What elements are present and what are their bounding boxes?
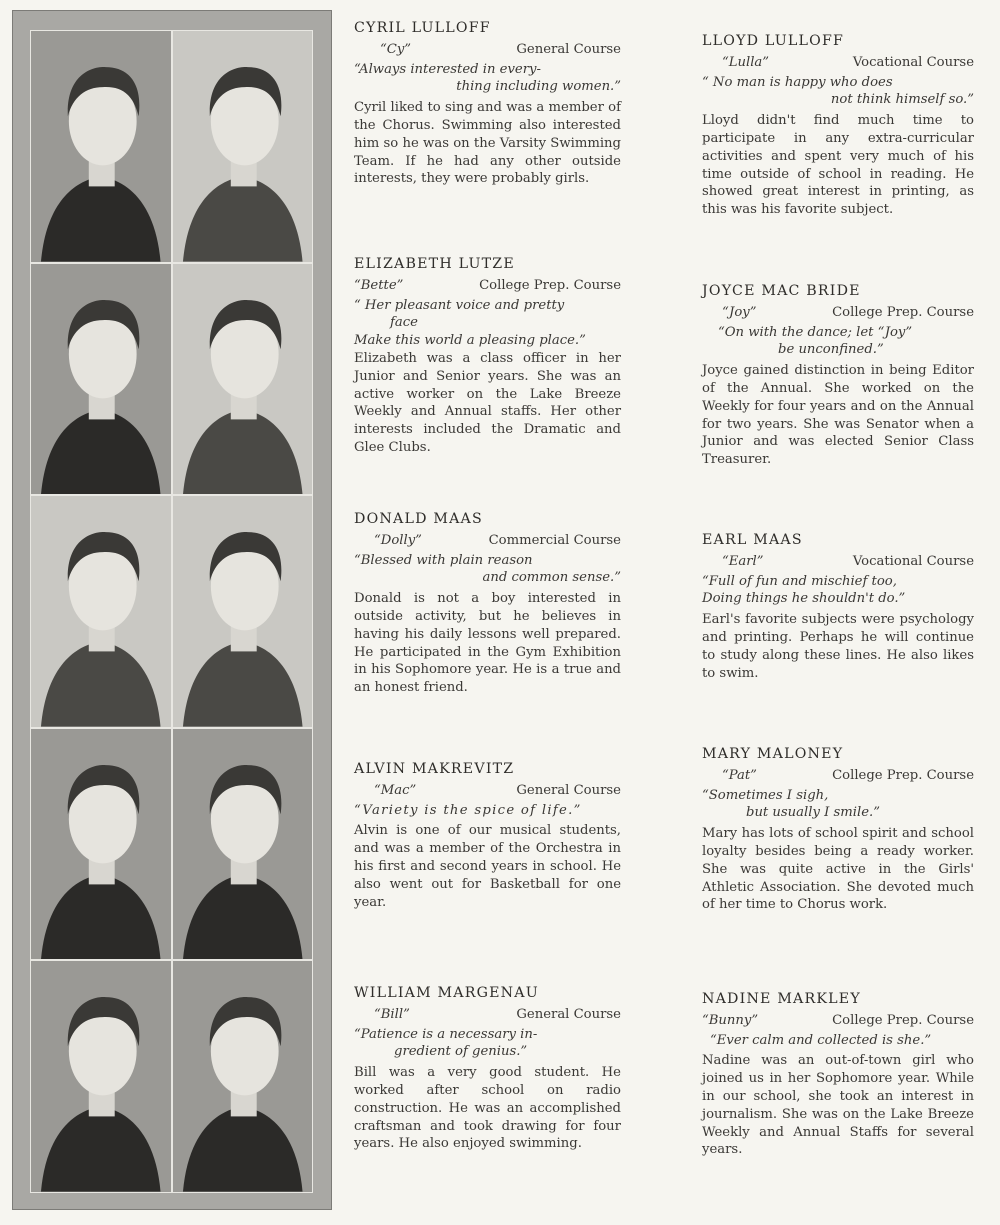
motto — [354, 61, 621, 97]
student-name: MARY MALONEY — [702, 746, 844, 762]
motto-line: “Always interested in every- — [354, 61, 541, 77]
nickname: “Bunny” — [702, 1012, 759, 1028]
motto-line: face — [390, 315, 418, 331]
student-name: ALVIN MAKREVITZ — [354, 761, 515, 777]
nickname: “Cy” — [380, 41, 412, 57]
course: College Prep. Course — [832, 304, 974, 320]
course: College Prep. Course — [832, 1012, 974, 1028]
portrait-silhouette — [31, 729, 171, 960]
student-entry — [354, 985, 621, 1153]
motto — [702, 324, 974, 360]
student-entry — [702, 532, 974, 682]
student-entry — [702, 746, 974, 914]
student-entry — [354, 256, 621, 457]
student-name: EARL MAAS — [702, 532, 803, 548]
motto-line: “Blessed with plain reason — [354, 552, 533, 568]
student-name: ELIZABETH LUTZE — [354, 256, 515, 272]
portrait-photo — [173, 264, 313, 495]
portrait-photo — [31, 264, 171, 495]
motto-line: and common sense.” — [482, 570, 621, 586]
motto-line: “ No man is happy who does — [702, 74, 893, 90]
nickname: “Lulla” — [722, 54, 770, 70]
student-name: JOYCE MAC BRIDE — [702, 283, 861, 299]
course: General Course — [516, 41, 621, 57]
course: College Prep. Course — [479, 277, 621, 293]
biography: Elizabeth was a class officer in her Junior and Senior years. She was an active worker on the Lake Breeze Weekly and Annual staffs. Her other interests included the Dramatic and Glee Clubs. — [354, 350, 621, 455]
course: College Prep. Course — [832, 767, 974, 783]
biography: Mary has lots of school spirit and school loyalty besides being a ready worker. She was quite active in the Girls' Athletic Association. She devoted much of her time to Chorus work. — [702, 826, 974, 913]
portrait-silhouette — [31, 961, 171, 1192]
student-name: LLOYD LULLOFF — [702, 33, 845, 49]
student-name: NADINE MARKLEY — [702, 991, 861, 1007]
nickname: “Dolly” — [374, 532, 422, 548]
motto-line: “ Her pleasant voice and pretty — [354, 297, 565, 313]
student-entry — [702, 33, 974, 219]
portrait-silhouette — [173, 264, 313, 495]
motto — [354, 802, 621, 820]
course: General Course — [516, 782, 621, 798]
motto-line: gredient of genius.” — [394, 1044, 528, 1060]
student-name: DONALD MAAS — [354, 511, 483, 527]
portrait-silhouette — [173, 961, 313, 1192]
biography: Earl's favorite subjects were psychology and printing. Perhaps he will continue to study along these lines. He also likes to swim. — [702, 612, 974, 681]
motto — [702, 573, 974, 609]
portrait-photo — [31, 961, 171, 1192]
student-name: CYRIL LULLOFF — [354, 20, 491, 36]
portrait-silhouette — [173, 496, 313, 727]
nickname: “Pat” — [722, 767, 757, 783]
biography: Lloyd didn't find much time to participate in any extra-curricular activities and spent very much of his time outside of school in reading. He showed great interest in printing, as this was his favorite subject. — [702, 113, 974, 218]
student-entry — [702, 991, 974, 1159]
portrait-silhouette — [173, 31, 313, 262]
portrait-photo — [173, 729, 313, 960]
motto — [702, 74, 974, 110]
student-entry — [354, 511, 621, 697]
course: General Course — [516, 1006, 621, 1022]
biography: Cyril liked to sing and was a member of the Chorus. Swimming also interested him so he was on the Varsity Swimming Team. If he had any other outside interests, they were probably girls. — [354, 100, 621, 187]
nickname: “Mac” — [374, 782, 417, 798]
course: Commercial Course — [488, 532, 621, 548]
course: Vocational Course — [852, 54, 974, 70]
portrait-photo — [173, 496, 313, 727]
motto — [354, 297, 621, 350]
portrait-silhouette — [31, 264, 171, 495]
course: Vocational Course — [852, 553, 974, 569]
portrait-photo — [31, 496, 171, 727]
motto — [702, 787, 974, 823]
biography: Bill was a very good student. He worked after school on radio construction. He was an accomplished craftsman and took drawing for four years. He also enjoyed swimming. — [354, 1065, 621, 1152]
motto-line: thing including women.” — [456, 79, 621, 95]
biography: Joyce gained distinction in being Editor of the Annual. She worked on the Weekly for four years and on the Annual for two years. She was Senator when a Junior and was elected Senior Class Treasurer. — [702, 363, 974, 468]
motto-line: “Sometimes I sigh, — [702, 787, 829, 803]
motto-line: “On with the dance; let “Joy” — [718, 324, 913, 340]
portrait-photo — [173, 31, 313, 262]
student-name: WILLIAM MARGENAU — [354, 985, 539, 1001]
biography: Nadine was an out-of-town girl who joined us in her Sophomore year. While in our school, she took an interest in journalism. She was on the Lake Breeze Weekly and Annual Staffs for several years. — [702, 1053, 974, 1158]
student-entry — [354, 761, 621, 911]
motto-line: be unconfined.” — [778, 342, 884, 358]
biography: Donald is not a boy interested in outside activity, but he believes in having his daily lessons well prepared. He participated in the Gym Exhibition in his Sophomore year. He is a true and an honest friend. — [354, 591, 621, 696]
motto — [354, 552, 621, 588]
nickname: “Joy” — [722, 304, 757, 320]
biography: Alvin is one of our musical students, and was a member of the Orchestra in his first and second years in school. He also went out for Basketball for one year. — [354, 823, 621, 910]
student-entry — [354, 20, 621, 188]
portrait-silhouette — [31, 496, 171, 727]
motto-line: “Full of fun and mischief too, — [702, 573, 897, 589]
nickname: “Bill” — [374, 1006, 410, 1022]
portrait-photo — [31, 729, 171, 960]
motto — [354, 1026, 621, 1062]
motto-line: Doing things he shouldn't do.” — [702, 591, 906, 607]
student-entry — [702, 283, 974, 469]
motto-line: “Patience is a necessary in- — [354, 1026, 538, 1042]
motto-line: “Ever calm and collected is she.” — [710, 1032, 932, 1048]
motto-line: but usually I smile.” — [746, 805, 880, 821]
motto — [702, 1032, 974, 1050]
nickname: “Bette” — [354, 277, 404, 293]
motto-line: not think himself so.” — [830, 92, 974, 108]
nickname: “Earl” — [722, 553, 764, 569]
portrait-photo — [31, 31, 171, 262]
portrait-photo — [173, 961, 313, 1192]
motto-line: “Variety is the spice of life.” — [354, 802, 582, 818]
portrait-silhouette — [31, 31, 171, 262]
portrait-silhouette — [173, 729, 313, 960]
photo-grid — [30, 30, 313, 1193]
motto-line: Make this world a pleasing place.” — [354, 333, 586, 349]
